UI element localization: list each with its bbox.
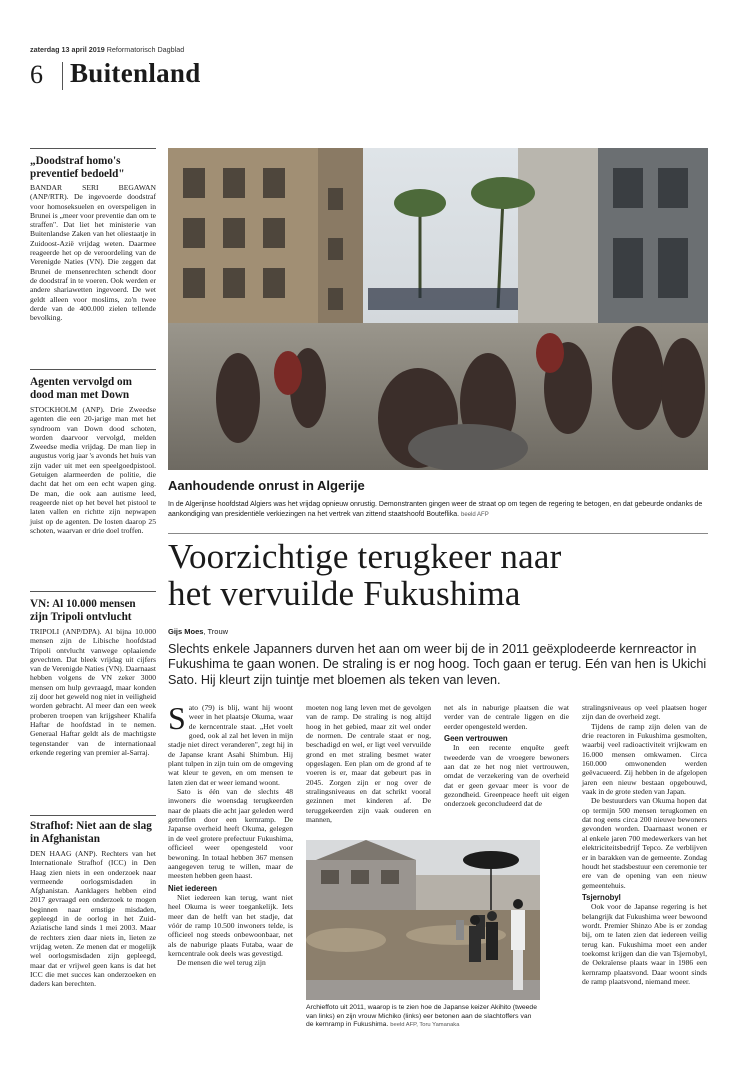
- headline-line: Voorzichtige terugkeer naar: [168, 537, 562, 576]
- section-rule: [168, 533, 708, 534]
- headline-line: het vervuilde Fukushima: [168, 574, 521, 613]
- masthead-divider: [62, 62, 63, 90]
- photo-caption-text: Archieffoto uit 2011, waarop is te zien hoe de Japanse keizer Akihito (tweede van links) en zijn vrouw Michiko (links) eer betonen aan de slachtoffers van de kernramp in Fukushima.: [306, 1004, 537, 1029]
- paragraph: De bestuurders van Okuma hopen dat op termijn 500 mensen terugkomen en dat nog eens circa 200 nieuwe bewoners gevonden worden. Daarnaast wonen er al enkele jaren 700 medewerkers van het elektriciteitsbedrijf Tepco. Ze verblijven er in barakken van de gemeente. Zondag houdt het stadsbestuur een ceremonie ter ere van de opening van een nieuw gemeentehuis.: [582, 796, 707, 890]
- sidebar-rule: [30, 148, 156, 149]
- sidebar-rule: [30, 815, 156, 816]
- paragraph: Sato is één van de slechts 48 inwoners die woensdag terugkeerden naar de plaats die acht jaar geleden werd getroffen door een kernramp. De Japanse overheid heeft Okuma, gelegen in de veel grotere prefectuur Fukushima, officieel weer opengesteld voor bewoning. In totaal hebben 367 mensen aangegeven terug te willen, maar de meesten hebben geen haast.: [168, 787, 293, 881]
- article-intro: Slechts enkele Japanners durven het aan om weer bij de in 2011 geëxplodeerde kernreactor in Fukushima te gaan wonen. De straling is er nog hoog. Toch gaan er terug. Eén van hen is Ukichi Sato. Hij kleurt zijn tuintje met bloemen als teken van leven.: [168, 642, 707, 687]
- article-column-3: [444, 703, 569, 809]
- brief-title: Strafhof: Niet aan de slag in Afghanistan: [30, 820, 152, 845]
- sidebar-rule: [30, 369, 156, 370]
- article-column-4: [582, 703, 707, 986]
- paragraph: In een recente enquête geeft tweederde van de vroegere bewoners aan dat ze het nog niet vertrouwen, omdat de verzekering van de overheid dat er geen gevaar meer is voor de gezondheid. Greenpeace heeft uit eigen onderzoek geconcludeerd dat de: [444, 743, 569, 809]
- masthead-dateline: [30, 45, 184, 54]
- page-number: 6: [30, 60, 43, 89]
- author-name: Gijs Moes: [168, 627, 204, 636]
- article-column-1: [168, 700, 293, 968]
- photo-caption-text: In de Algerijnse hoofdstad Algiers was het vrijdag opnieuw onrustig. Demonstranten gingen weer de straat op om tegen de regering te betogen, en dat gebeurde ondanks de aankondiging van presidentiële verkiezingen na het vertrek van zittend staatshoofd Bouteflika.: [168, 501, 703, 518]
- paragraph: moeten nog lang leven met de gevolgen van de ramp. De straling is nog altijd hoog in het gebied, maar zit wel onder de normen. De centrale staat er nog, beschadigd en wel, er ligt veel vervuilde grond en met straling besmet water opgeslagen. Een plan om de grond af te voeren is er, maar dat gebeurt pas in 2045. Zorgen zijn er nog over de stralingsniveaus en dat schrikt vooral gezinnen met kinderen af. De teruggekeerden zijn vaak ouderen en mannen,: [306, 703, 431, 825]
- article-subhead: Geen vertrouwen: [444, 734, 508, 744]
- newspaper-name: Reformatorisch Dagblad: [106, 45, 185, 54]
- brief-title: „Doodstraf homo's preventief bedoeld": [30, 155, 125, 180]
- algiers-protest-photo: [168, 148, 708, 470]
- paragraph: De mensen die wel terug zijn: [177, 958, 266, 968]
- section-title: Buitenland: [70, 58, 201, 88]
- drop-cap: S: [168, 700, 186, 736]
- sidebar-rule: [30, 591, 156, 592]
- photo-credit: beeld AFP, Toru Yamanaka: [390, 1022, 460, 1029]
- photo-caption: [168, 500, 708, 520]
- author-outlet: Trouw: [207, 627, 229, 636]
- brief-title: Agenten vervolgd om dood man met Down: [30, 376, 132, 401]
- brief-body: TRIPOLI (ANP/DPA). Al bijna 10.000 mensen zijn de Libische hoofdstad Tripoli ontvlucht vanwege oplaaiende gevechten. Dat bleek vrijdag uit cijfers van de Verenigde Naties (VN). Daarnaast hebben volgens de VN zeker 3000 mensen om hulp gevraagd, maar konden zij door het geweld nog niet in veiligheid worden gebracht. Al meer dan een week proberen troepen van krijgsheer Khalifa Haftar de hoofdstad in te nemen. Generaal Haftar geldt als de machtigste tegenstander van de internationaal erkende regering van premier al-Sarraj.: [30, 627, 156, 757]
- emperor-fukushima-photo: [306, 840, 540, 1000]
- brief-title: VN: Al 10.000 mensen zijn Tripoli ontvlucht: [30, 598, 136, 623]
- article-column-2: [306, 703, 431, 824]
- issue-date: zaterdag 13 april 2019: [30, 45, 105, 54]
- paragraph: net als in naburige plaatsen die wat verder van de centrale liggen en die eerder opengesteld werden.: [444, 703, 569, 731]
- paragraph: Ook voor de Japanse regering is het belangrijk dat Fukushima weer bewoond wordt. Premier Shinzo Abe is er zondag bij, om te laten zien dat iedereen veilig terug kan. Fukushima moet een ander toekomst krijgen dan die van Tsjernobyl, de Oekraïense plaats waar in 1986 een kernramp plaatsvond. Daar woont sinds de ramp plaatsvond, niemand meer.: [582, 902, 707, 986]
- paragraph: Niet iedereen kan terug, want niet heel Okuma is weer toegankelijk. Iets meer dan de helft van het stadje, dat vóór de ramp 10.500 inwoners telde, is officieel nog steeds onbewoonbaar, net als de naburige plaats Futaba, waar de kerncentrale ook deels was gevestigd.: [168, 892, 293, 958]
- brief-body: BANDAR SERI BEGAWAN (ANP/RTR). De ingevoerde doodstraf voor homoseksuelen en overspeligen in Brunei is „meer voor preventie dan om te straffen". Dat liet het ministerie van Buitenlandse Zaken van het oliestaatje in Zuidoost-Azië vrijdag weten. Daarmee reageerde het op de veroordeling van de Verenigde Naties (VN). Die zeggen dat Brunei de mensenrechten schendt door de doodstraf in te voeren. Ook werden er andere shariawetten ingevoerd. De wet geldt alleen voor moslims, zo'n twee derde van de 400.000 zielen tellende bevolking.: [30, 183, 156, 323]
- paragraph: Tijdens de ramp zijn delen van de drie reactoren in Fukushima gesmolten, waarbij veel radioactiviteit vrijkwam en 16.000 mensen omkwamen. Circa 160.000 omwonenden werden geëvacueerd. Zij hebben in de afgelopen jaren een nieuw bestaan opgebouwd, vaak in de grote steden van Japan.: [582, 721, 707, 797]
- brief-body: DEN HAAG (ANP). Rechters van het Internationale Strafhof (ICC) in Den Haag zien niets in een onderzoek naar vermeende oorlogsmisdaden in Afghanistan. Aanklagers hebben eind 2017 gevraagd een onderzoek te mogen beginnen naar ernstige misdaden, gepleegd in de oorlog in het Zuid-Aziatische land sinds 1 mei 2003. Maar de rechters zien daar niets in, lieten ze vrijdag weten. Ze menen dat er mogelijk wel oorlogsmisdaden zijn gepleegd, maar dat er vrijwel geen kans is dat het ICC die met succes kan onderzoeken en daders kan berechten.: [30, 849, 156, 989]
- photo-caption: [306, 1004, 540, 1030]
- photo-caption-title: Aanhoudende onrust in Algerije: [168, 478, 365, 493]
- article-subhead: Tsjernobyl: [582, 892, 621, 902]
- brief-body: STOCKHOLM (ANP). Drie Zweedse agenten die een 20-jarige man met het syndroom van Down dood schoten, worden daarvoor vervolgd, melden Zweedse media vrijdag. De man liep in augustus vorig jaar 's avonds het huis van zijn vader uit met een speelgoedpistool. Getuigen alarmeerden de politie, die dacht dat het om een echt wapen ging. De man, die ook aan autisme leed, reageerde niet op het bevel het pistool te laten vallen en richtte zijn nepwapen juist op de agenten. De losten daarop 25 schoten, waarvan er drie doel troffen.: [30, 405, 157, 535]
- photo-credit: beeld AFP: [461, 511, 489, 518]
- paragraph: Sato (79) is blij, want hij woont weer in het plaatsje Okuma, waar de kerncentrale staat. „Het voelt goed, ook al zal het leven in mijn stadje niet direct veranderen", zegt hij in de Japanse krant Asahi Shimbun. Hij plant tulpen in zijn tuin om de omgeving wat kleur te geven, en om mensen te laten zien dat er weer iemand woont.: [168, 700, 293, 787]
- article-subhead: Niet iedereen: [168, 883, 217, 893]
- byline: Gijs Moes, Trouw: [168, 627, 229, 636]
- paragraph: stralingsniveaus op veel plaatsen hoger zijn dan de overheid zegt.: [582, 703, 707, 722]
- article-headline: [168, 538, 708, 612]
